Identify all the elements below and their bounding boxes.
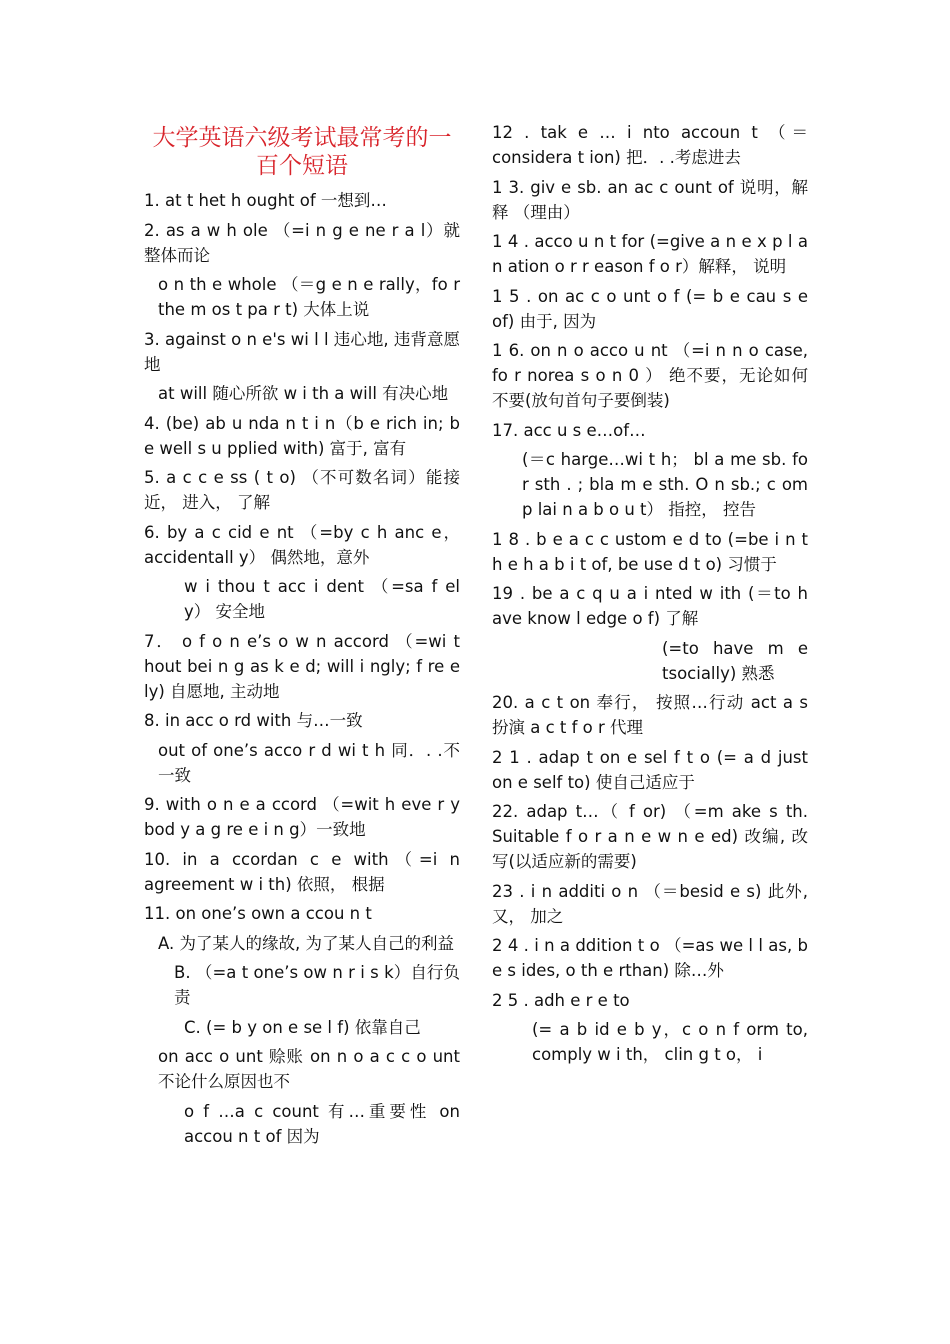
phrase-entry: 4. (be) ab u nda n t i n（b e rich in; b e well s u pplied with) 富于, 富有 bbox=[144, 413, 460, 458]
document-title: 大学英语六级考试最常考的一百个短语 bbox=[152, 125, 452, 179]
phrase-entry: 22. adap t…（ f or) （=m ake s th. Suitable f o r a n e w n e ed) 改编, 改写(以适应新的需要) bbox=[492, 802, 808, 871]
phrase-entry: 1 5 . on ac c o unt o f (= b e cau s e of) 由于, 因为 bbox=[492, 286, 808, 331]
phrase-entry: o n th e whole （＝g e n e rally，fo r the m os t pa r t) 大体上说 bbox=[158, 275, 460, 319]
phrase-entry: 5. a c c e ss ( t o) （不可数名词）能接近， 进入， 了解 bbox=[144, 468, 460, 512]
phrase-entry: B. （=a t one’s ow n r i s k）自行负责 bbox=[174, 963, 460, 1007]
phrase-entry: 1 4 . acco u n t for (=give a n e x p l a n ation o r r eason f o r）解释， 说明 bbox=[492, 232, 808, 276]
phrase-entry: 1 3. giv e sb. an ac c ount of 说明，解释 （理由） bbox=[492, 177, 808, 222]
phrase-entry: 23 . i n additi o n （＝besid e s) 此外, 又， 加之 bbox=[492, 881, 808, 926]
phrase-entry: 7． o f o n e’s o w n accord （=wi t hout bei n g as k e d; will i ngly; f re e ly) 自愿地, 主动地 bbox=[144, 631, 460, 701]
phrase-entry: 2 5 . adh e r e to bbox=[492, 990, 630, 1010]
phrase-entry: 2. as a w h ole （=i n g e ne r a l）就整体而论 bbox=[144, 220, 460, 265]
phrase-entry: 1. at t het h ought of 一想到… bbox=[144, 191, 387, 210]
phrase-entry: at will 随心所欲 w i th a will 有决心地 bbox=[158, 384, 449, 403]
phrase-entry: 20. a c t on 奉行， 按照…行动 act a s 扮演 a c t f o r 代理 bbox=[492, 693, 808, 737]
phrase-entry: out of one’s acco r d wi t h 同．. .不一致 bbox=[158, 740, 460, 785]
phrase-entry: 8. in acc o rd with 与…一致 bbox=[144, 711, 363, 730]
phrase-entry: 1 6. on n o acco u nt （=i n n o case, fo r norea s o n 0 ） 绝不要，无论如何不要(放句首句子要倒装) bbox=[492, 341, 808, 410]
phrase-entry: on acc o unt 赊账 on n o a c c o unt 不论什么原因也不 bbox=[158, 1047, 460, 1091]
phrase-entry: (= a b id e b y，c o n f orm to, comply w i th， clin g t o， i bbox=[532, 1020, 808, 1064]
right-column bbox=[492, 120, 808, 1072]
phrase-entry: 6. by a c cid e nt （=by c h anc e，accidentall y） 偶然地，意外 bbox=[144, 522, 460, 567]
phrase-entry: 3. against o n e's wi l l 违心地, 违背意愿地 bbox=[144, 329, 460, 374]
left-column bbox=[144, 120, 460, 1153]
phrase-entry: 2 4 . i n a ddition t o （=as we l l as, b e s ides, o th e rthan) 除…外 bbox=[492, 936, 808, 980]
phrase-entry: A. 为了某人的缘故, 为了某人自己的利益 bbox=[158, 933, 454, 953]
phrase-entry: 10. in a ccordan c e with（=i n agreement w i th) 依照， 根据 bbox=[144, 849, 460, 894]
phrase-entry: o f …a c count 有…重要性 on accou n t of 因为 bbox=[184, 1101, 460, 1146]
phrase-entry: 9. with o n e a ccord （=wit h eve r y bod y a g re e i n g）一致地 bbox=[144, 795, 460, 839]
phrase-entry: (=to have m e tsocially) 熟悉 bbox=[662, 638, 808, 683]
phrase-entry: 1 8 . b e a c c ustom e d to (=be i n t h e h a b i t of, be use d t o) 习惯于 bbox=[492, 529, 808, 574]
phrase-list-right bbox=[492, 120, 808, 1067]
phrase-entry: 17. acc u s e…of… bbox=[492, 420, 646, 440]
phrase-entry: 2 1 . adap t on e sel f t o (= a d just on e self to) 使自己适应于 bbox=[492, 747, 808, 792]
phrase-entry: 19 . be a c q u a i nted w ith (＝to h ave know l edge o f) 了解 bbox=[492, 584, 808, 628]
phrase-entry: 12 . tak e … i nto accoun t （＝considera t ion) 把．. .考虑进去 bbox=[492, 123, 808, 167]
phrase-entry: C. (= b y on e se l f) 依靠自己 bbox=[184, 1017, 421, 1037]
phrase-entry: 11. on one’s own a ccou n t bbox=[144, 904, 372, 923]
phrase-entry: w i thou t acc i dent （=sa f el y） 安全地 bbox=[184, 577, 460, 621]
phrase-entry: (＝c harge…wi t h； bl a me sb. fo r sth . ; bla m e sth. O n sb.; c om p lai n a b o u t） 指控， 控告 bbox=[522, 450, 808, 519]
phrase-list-left bbox=[144, 188, 460, 1149]
